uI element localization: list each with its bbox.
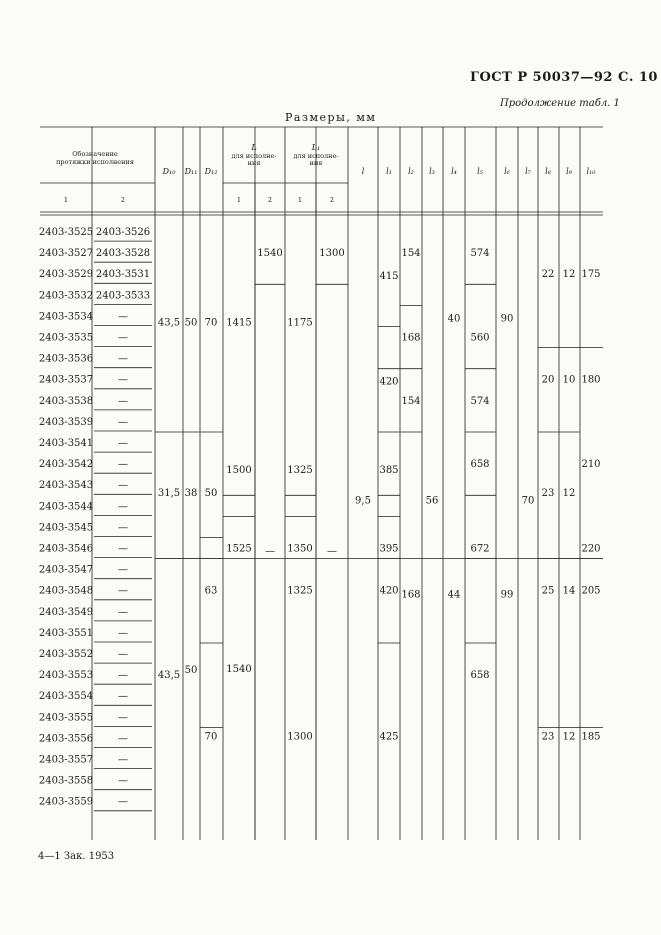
- designation-1: 2403-3532: [38, 290, 94, 302]
- designation-2: —: [118, 311, 128, 323]
- designation-2: 2403-3528: [95, 248, 151, 260]
- designation-2: —: [118, 332, 128, 344]
- header-d12: D₁₂: [204, 167, 218, 176]
- cell-l8: 25: [541, 585, 555, 597]
- cell-l5: 672: [470, 543, 490, 555]
- page-footer: 4—1 Зак. 1953: [38, 851, 115, 862]
- designation-2: —: [118, 627, 128, 639]
- designation-1: 2403-3551: [38, 627, 94, 639]
- designation-1: 2403-3554: [38, 691, 94, 703]
- cell-l1: —: [327, 546, 337, 557]
- cell-l8: 20: [541, 374, 555, 386]
- cell-d12: 50: [204, 488, 218, 500]
- designation-1: 2403-3538: [38, 395, 94, 407]
- designation-1: 2403-3535: [38, 332, 94, 344]
- designation-1: 2403-3536: [38, 353, 94, 365]
- designation-2: —: [118, 585, 128, 597]
- cell-l8: 22: [541, 269, 555, 281]
- cell-l: —: [265, 546, 275, 557]
- header-d11: D₁₁: [184, 167, 198, 176]
- designation-2: —: [118, 564, 128, 576]
- header-l: L: [251, 143, 257, 152]
- designation-2: 2403-3531: [95, 269, 151, 281]
- cell-l2: 154: [401, 248, 421, 260]
- designation-1: 2403-3546: [38, 543, 94, 555]
- designation-2: —: [118, 459, 128, 471]
- cell-d12: 63: [204, 585, 218, 597]
- designation-1: 2403-3558: [38, 775, 94, 787]
- header-num: 1: [297, 196, 303, 204]
- designation-1: 2403-3534: [38, 311, 94, 323]
- cell-l: 1500: [226, 465, 252, 477]
- cell-l1: 1175: [287, 317, 313, 329]
- cell-l10: 205: [581, 585, 601, 597]
- designation-1: 2403-3537: [38, 374, 94, 386]
- header-num: 2: [329, 196, 335, 204]
- cell-l1: 1300: [287, 731, 313, 743]
- cell-l7: 70: [521, 495, 535, 507]
- designation-2: —: [118, 754, 128, 766]
- designation-1: 2403-3556: [38, 733, 94, 745]
- designation-2: —: [118, 712, 128, 724]
- header-num: 1: [63, 196, 69, 204]
- header-l-sub: для исполне-: [231, 152, 277, 160]
- cell-l2: 168: [401, 332, 421, 344]
- designation-2: —: [118, 606, 128, 618]
- designation-header: Обозначение: [72, 150, 118, 158]
- designation-1: 2403-3553: [38, 670, 94, 682]
- cell-d10: 43,5: [157, 670, 181, 682]
- header-l1: L₁: [311, 143, 321, 152]
- header-l2: l₂: [408, 167, 414, 176]
- header-l4: l₄: [451, 167, 457, 176]
- cell-l5: 658: [470, 459, 490, 471]
- designation-1: 2403-3541: [38, 438, 94, 449]
- cell-l1: 420: [379, 376, 399, 388]
- cell-l1: 415: [379, 271, 399, 283]
- cell-l1: 385: [379, 465, 399, 477]
- cell-l6: 90: [500, 313, 514, 325]
- header-l-sub: ния: [247, 159, 261, 167]
- designation-2: —: [118, 796, 128, 808]
- cell-l9: 12: [562, 731, 576, 743]
- cell-l: 1415: [226, 317, 252, 329]
- designation-2: —: [118, 416, 128, 428]
- cell-l1: 420: [379, 585, 399, 597]
- header-num: 2: [267, 196, 273, 204]
- designation-header: протяжки исполнения: [56, 158, 134, 166]
- designation-1: 2403-3547: [38, 564, 94, 576]
- cell-l9: 14: [562, 585, 576, 597]
- header-l8: l₈: [545, 167, 551, 176]
- cell-l1: 1350: [287, 543, 313, 555]
- designation-1: 2403-3552: [38, 649, 94, 660]
- cell-l2: 168: [401, 589, 421, 601]
- designation-1: 2403-3548: [38, 585, 94, 597]
- designation-1: 2403-3529: [38, 269, 94, 281]
- designation-1: 2403-3545: [38, 522, 94, 534]
- designation-2: —: [118, 670, 128, 682]
- cell-d11: 50: [184, 665, 198, 677]
- cell-l: 1525: [226, 543, 252, 555]
- designation-2: —: [118, 691, 128, 703]
- cell-d11: 50: [184, 317, 198, 329]
- cell-l1: 1325: [287, 465, 313, 477]
- cell-l4: 44: [447, 589, 461, 601]
- designation-2: —: [118, 775, 128, 787]
- cell-l9: 12: [562, 269, 576, 281]
- table-continuation-label: Продолжение табл. 1: [500, 98, 620, 109]
- cell-l5: 560: [470, 332, 490, 344]
- cell-l8: 23: [541, 488, 555, 500]
- dimensions-label: Размеры, мм: [285, 111, 377, 124]
- cell-l6: 99: [500, 589, 514, 601]
- page-title: ГОСТ Р 50037—92 С. 10: [470, 70, 658, 85]
- designation-2: —: [118, 438, 128, 449]
- header-l: l: [361, 167, 365, 176]
- cell-l2: 154: [401, 395, 421, 407]
- cell-l10: 210: [581, 459, 601, 471]
- designation-1: 2403-3557: [38, 754, 94, 766]
- designation-2: —: [118, 395, 128, 407]
- header-l5: l₅: [477, 167, 483, 176]
- cell-l: 9,5: [355, 495, 371, 507]
- cell-l1: 395: [379, 543, 399, 555]
- designation-2: —: [118, 353, 128, 365]
- header-l3: l₃: [429, 167, 435, 176]
- designation-2: 2403-3526: [95, 227, 151, 238]
- cell-l1: 425: [379, 731, 399, 743]
- cell-d10: 43,5: [157, 317, 181, 329]
- cell-l: 1540: [226, 664, 252, 676]
- header-l1: l₁: [386, 167, 392, 176]
- designation-1: 2403-3549: [38, 606, 94, 618]
- cell-d11: 38: [184, 488, 198, 500]
- header-l10: l₁₀: [586, 167, 596, 176]
- designation-1: 2403-3544: [38, 501, 94, 513]
- header-num: 1: [236, 196, 242, 204]
- header-num: 2: [120, 196, 126, 204]
- header-l7: l₇: [525, 167, 531, 176]
- designation-1: 2403-3527: [38, 248, 94, 260]
- designation-1: 2403-3543: [38, 480, 94, 492]
- cell-d12: 70: [204, 317, 218, 329]
- header-l6: l₆: [504, 167, 510, 176]
- cell-l1: 1300: [319, 248, 345, 260]
- cell-l10: 175: [581, 269, 601, 281]
- designation-2: —: [118, 543, 128, 555]
- designation-2: —: [118, 733, 128, 745]
- designation-1: 2403-3525: [38, 227, 94, 238]
- designation-2: —: [118, 374, 128, 386]
- designation-2: —: [118, 522, 128, 534]
- cell-l8: 23: [541, 731, 555, 743]
- cell-d10: 31,5: [157, 488, 181, 500]
- header-l1-sub: для исполне-: [293, 152, 339, 160]
- cell-l10: 185: [581, 731, 601, 743]
- header-d10: D₁₀: [162, 167, 176, 176]
- designation-2: —: [118, 501, 128, 513]
- cell-l10: 220: [581, 543, 601, 555]
- designation-1: 2403-3539: [38, 416, 94, 428]
- designation-1: 2403-3542: [38, 459, 94, 471]
- cell-l: 1540: [257, 248, 283, 260]
- designation-1: 2403-3555: [38, 712, 94, 724]
- cell-l9: 10: [562, 374, 576, 386]
- cell-l4: 40: [447, 313, 461, 325]
- designation-2: —: [118, 649, 128, 660]
- cell-l5: 658: [470, 670, 490, 682]
- header-l9: l₉: [566, 167, 572, 176]
- cell-d12: 70: [204, 731, 218, 743]
- cell-l1: 1325: [287, 585, 313, 597]
- cell-l5: 574: [470, 248, 490, 260]
- cell-l9: 12: [562, 488, 576, 500]
- designation-1: 2403-3559: [38, 796, 94, 808]
- cell-l5: 574: [470, 395, 490, 407]
- cell-l3: 56: [425, 495, 439, 507]
- cell-l10: 180: [581, 374, 601, 386]
- designation-2: —: [118, 480, 128, 492]
- designation-2: 2403-3533: [95, 290, 151, 302]
- header-l1-sub: ния: [309, 159, 323, 167]
